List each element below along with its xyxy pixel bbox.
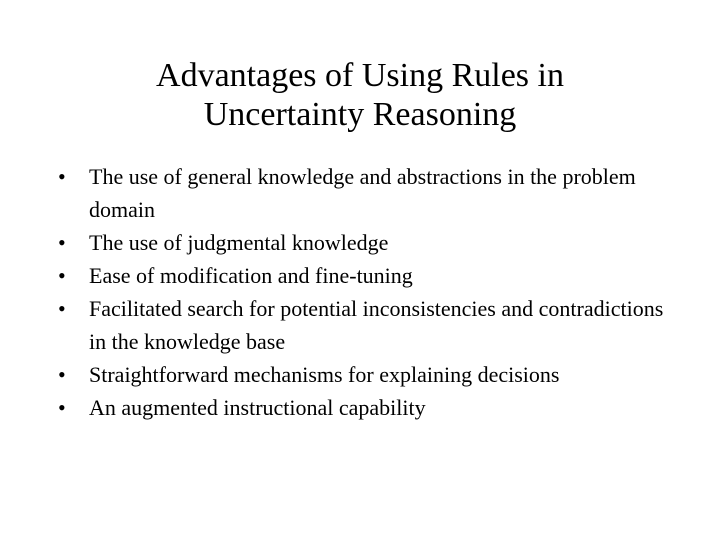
- bullet-text: The use of general knowledge and abstractions in the problem domain: [89, 164, 636, 222]
- bullet-dot: •: [58, 395, 66, 420]
- bullet-item: [58, 358, 678, 391]
- slide-title: [0, 56, 720, 134]
- bullet-text: Facilitated search for potential inconsistencies and contradictions in the knowledge base: [89, 296, 664, 354]
- bullet-item: [58, 292, 678, 358]
- bullet-text: Straightforward mechanisms for explaining decisions: [89, 362, 560, 387]
- bullet-item: [58, 160, 678, 226]
- bullet-item: [58, 226, 678, 259]
- bullet-dot: •: [58, 230, 66, 255]
- bullet-item: [58, 259, 678, 292]
- bullet-dot: •: [58, 362, 66, 387]
- bullet-text: An augmented instructional capability: [89, 395, 426, 420]
- bullet-text: Ease of modification and fine-tuning: [89, 263, 413, 288]
- slide-title-line-1: Advantages of Using Rules in: [156, 57, 564, 94]
- bullet-item: [58, 391, 678, 424]
- bullet-dot: •: [58, 164, 66, 189]
- bullet-dot: •: [58, 263, 66, 288]
- bullet-dot: •: [58, 296, 66, 321]
- slide-title-line-2: Uncertainty Reasoning: [203, 96, 517, 133]
- bullet-text: The use of judgmental knowledge: [89, 230, 389, 255]
- bullet-list: [58, 160, 678, 424]
